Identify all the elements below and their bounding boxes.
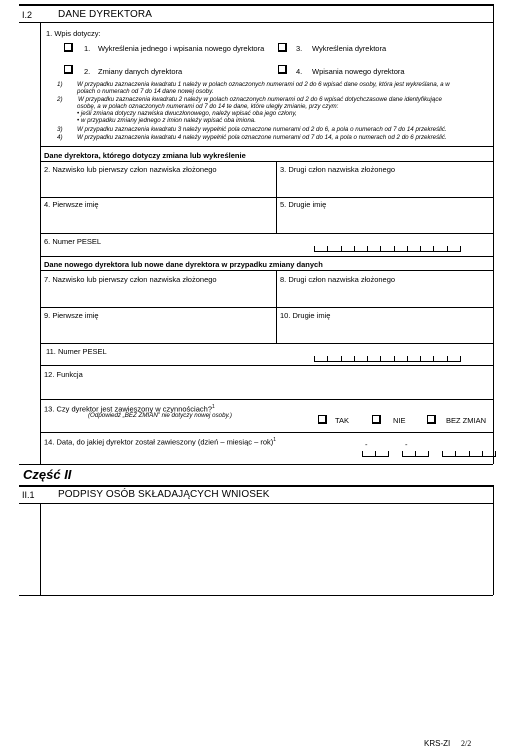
option-2-checkbox[interactable] <box>64 65 73 74</box>
section-ii1-number: II.1 <box>22 490 35 500</box>
footnote-4-line-1: W przypadku zaznaczenia kwadratu 4 należy wypełnić pola oznaczone numerami od 7 do 14, a pola o numerach od 2 do 6 przekreślić. <box>77 134 447 141</box>
option-4-label: Wpisania nowego dyrektora <box>312 67 405 76</box>
date-day-input[interactable] <box>362 451 389 457</box>
option-2-number: 2. <box>84 67 91 76</box>
field-6-rule <box>40 256 493 257</box>
nie-label: NIE <box>393 416 406 425</box>
part-ii-top-rule <box>19 485 493 487</box>
section-number: I.2 <box>22 10 33 20</box>
field-2-rule <box>40 197 493 198</box>
date-separator-2: - <box>405 440 408 449</box>
field-4-rule <box>40 233 493 234</box>
footnote-1-number: 1) <box>57 81 63 88</box>
signature-area-bottom-rule <box>19 595 493 596</box>
field-11-rule <box>40 365 493 366</box>
field-10-label: 10. Drugie imię <box>280 311 331 320</box>
field-12-label: 12. Funkcja <box>44 370 83 379</box>
bez-zmian-checkbox[interactable] <box>427 415 436 424</box>
footnote-2-line-3: • jeśli zmiana dotyczy nazwiska dwuczłonowego, należy wpisać oba jego człony, <box>77 110 297 117</box>
section-ii1-heading: PODPISY OSÓB SKŁADAJĄCYCH WNIOSEK <box>58 489 270 500</box>
field-13-footnote-mark: 1 <box>212 404 215 410</box>
option-4-number: 4. <box>296 67 303 76</box>
footnote-3-line-1: W przypadku zaznaczenia kwadratu 3 należy wypełnić pola oznaczone numerami od 2 do 6, a pola o numerach od 7 do 14 przekreślić. <box>77 126 447 133</box>
option-2-label: Zmiany danych dyrektora <box>98 67 183 76</box>
old-director-header: Dane dyrektora, którego dotyczy zmiana lub wykreślenie <box>44 151 246 160</box>
option-3-label: Wykreślenia dyrektora <box>312 44 387 53</box>
wpis-bottom-rule <box>40 146 493 147</box>
field-4-label: 4. Pierwsze imię <box>44 200 99 209</box>
date-year-input[interactable] <box>442 451 496 457</box>
footnote-4-number: 4) <box>57 134 63 141</box>
date-month-input[interactable] <box>402 451 429 457</box>
footnote-2-line-4: • w przypadku zmiany jednego z imion należy wpisać oba imiona. <box>77 117 256 124</box>
field-13-rule <box>40 432 493 433</box>
field-2-label: 2. Nazwisko lub pierwszy człon nazwiska złożonego <box>44 165 217 174</box>
option-1-label: Wykreślenia jednego i wpisania nowego dyrektora <box>98 44 265 53</box>
pesel-old-input[interactable] <box>314 246 461 252</box>
section-i2-bottom-rule <box>19 464 493 465</box>
field-14-footnote-mark: 1 <box>273 437 277 443</box>
right-border-line <box>493 4 494 464</box>
option-1-checkbox[interactable] <box>64 43 73 52</box>
footnote-2-line-1: W przypadku zaznaczenia kwadratu 2 należy w polach oznaczonych numerami od 2 do 6 wpisać dotychczasowe dane identyfikujące <box>78 96 442 103</box>
date-separator-1: - <box>365 440 368 449</box>
footnote-2-line-2: osobę, a w polach oznaczonych numerami od 7 do 14 te dane, które uległy zmianie, przy czym: <box>77 103 339 110</box>
field-3-label: 3. Drugi człon nazwiska złożonego <box>280 165 396 174</box>
section-title: DANE DYREKTORA <box>58 9 153 20</box>
left-margin-line <box>40 22 41 464</box>
footnote-2-number: 2) <box>57 96 63 103</box>
bez-zmian-label: BEZ ZMIAN <box>446 416 487 425</box>
signature-area-left-line <box>40 503 41 595</box>
field-12-rule <box>40 399 493 400</box>
nie-checkbox[interactable] <box>372 415 381 424</box>
part-ii-right-line <box>493 485 494 595</box>
field-14-label <box>44 438 276 446</box>
old-director-header-rule <box>40 161 493 162</box>
field-7-rule <box>40 307 493 308</box>
field-6-label: 6. Numer PESEL <box>44 237 102 246</box>
tak-checkbox[interactable] <box>318 415 327 424</box>
pesel-new-input[interactable] <box>314 356 461 362</box>
footnote-1-line-1: W przypadku zaznaczenia kwadratu 1 należy w polach oznaczonych numerami od 2 do 6 wpisać dane osoby, która jest wykreślana, a w <box>77 81 450 88</box>
option-1-number: 1. <box>84 44 91 53</box>
wpis-label: 1. Wpis dotyczy: <box>46 29 101 38</box>
part-ii-title: Część II <box>23 467 72 482</box>
option-3-number: 3. <box>296 44 303 53</box>
field-13-text: 13. Czy dyrektor jest zawieszony w czynnościach? <box>44 404 212 414</box>
tak-label: TAK <box>335 416 350 425</box>
field-5-label: 5. Drugie imię <box>280 200 327 209</box>
footnote-1-line-2: polach o numerach od 7 do 14 dane nowej osoby. <box>77 88 214 95</box>
page-number: 2/2 <box>461 739 472 748</box>
top-rule <box>19 4 493 6</box>
field-14-text: 14. Data, do jakiej dyrektor został zawieszony (dzień – miesiąc – rok) <box>44 437 274 447</box>
option-3-checkbox[interactable] <box>278 43 287 52</box>
footnote-3-number: 3) <box>57 126 63 133</box>
new-director-header: Dane nowego dyrektora lub nowe dane dyrektora w przypadku zmiany danych <box>44 260 323 269</box>
field-9-rule <box>40 343 493 344</box>
form-code: KRS-ZI <box>424 739 451 748</box>
new-director-header-rule <box>40 270 493 271</box>
field-7-label: 7. Nazwisko lub pierwszy człon nazwiska złożonego <box>44 275 217 284</box>
field-8-label: 8. Drugi człon nazwiska złożonego <box>280 275 396 284</box>
section-title-rule <box>19 22 493 23</box>
field-13-note: (Odpowiedź „BEZ ZMIAN” nie dotyczy nowej osoby.) <box>88 412 232 419</box>
option-4-checkbox[interactable] <box>278 65 287 74</box>
field-9-label: 9. Pierwsze imię <box>44 311 99 320</box>
field-11-label: 11. Numer PESEL <box>46 347 107 356</box>
section-ii1-rule <box>19 503 493 504</box>
